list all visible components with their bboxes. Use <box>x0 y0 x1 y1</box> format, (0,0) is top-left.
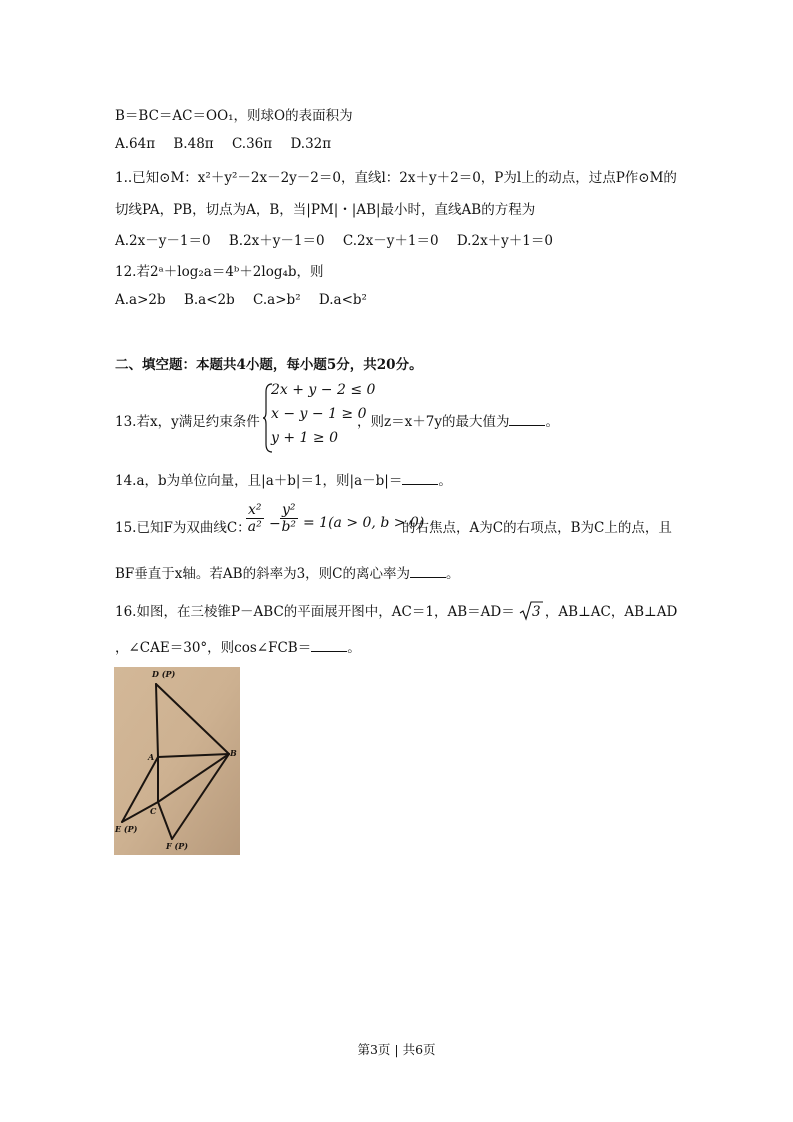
label-c: C <box>150 806 157 816</box>
q15-suffix: 的右焦点，A为C的右项点，B为C上的点，且 <box>402 520 672 536</box>
q11-option-b: B.2x＋y－1＝0 <box>228 233 325 249</box>
q15-frac2-den: b² <box>281 519 297 535</box>
q14 <box>115 469 452 489</box>
q16-line2-text: ，∠CAE＝30°，则cos∠FCB＝ <box>115 640 312 656</box>
q12-option-c: C.a>b² <box>253 292 301 308</box>
label-a: A <box>148 752 155 762</box>
label-b: B <box>230 748 237 758</box>
label-e: E (P) <box>115 824 138 834</box>
q13-constraint-3: y + 1 ≥ 0 <box>271 430 338 446</box>
q11-options <box>115 229 567 249</box>
q10-option-c: C.36π <box>231 136 273 152</box>
q16-line2 <box>115 636 361 656</box>
q10-option-a: A.64π <box>115 136 156 152</box>
q12-stem: 12.若2ᵃ＋log₂a＝4ᵇ＋2log₄b，则 <box>115 264 324 280</box>
q11-line1: 1..已知⊙M：x²＋y²－2x－2y－2＝0，直线l：2x＋y＋2＝0，P为l上的动点，过点P作⊙M的 <box>115 170 677 186</box>
q13-prefix: 13.若x，y满足约束条件 <box>115 414 260 430</box>
q10-options <box>115 136 345 152</box>
q10-tail: B＝BC＝AC＝OO₁，则球O的表面积为 <box>115 108 353 124</box>
page-footer: 第3页 | 共6页 <box>357 1042 436 1057</box>
q14-answer-blank <box>402 472 438 485</box>
q11-option-d: D.2x＋y＋1＝0 <box>456 233 553 249</box>
label-d: D (P) <box>152 669 176 679</box>
q10-option-d: D.32π <box>290 136 332 152</box>
q16-answer-blank <box>311 639 347 652</box>
q15-prefix: 15.已知F为双曲线C： <box>115 520 251 536</box>
q16-prefix: 16.如图，在三棱锥P－ABC的平面展开图中，AC＝1，AB＝AD＝ <box>115 604 515 620</box>
net-figure <box>114 667 240 855</box>
q12-option-a: A.a>2b <box>115 292 166 308</box>
q13-suffix: ，则z＝x＋7y的最大值为 <box>357 414 510 430</box>
q16-line1 <box>115 600 677 620</box>
q11-line2: 切线PA，PB，切点为A，B，当|PM|・|AB|最小时，直线AB的方程为 <box>115 202 536 218</box>
q15-frac1-den: a² <box>247 519 262 535</box>
q15-answer-blank <box>410 565 446 578</box>
q14-end: 。 <box>438 473 452 489</box>
q13-end: 。 <box>545 414 559 430</box>
q12-option-b: B.a<2b <box>183 292 235 308</box>
sqrt-radicand: 3 <box>532 604 541 620</box>
q13-constraint-2: x − y − 1 ≥ 0 <box>271 406 367 422</box>
q12-options <box>115 292 381 308</box>
q13-answer-blank <box>509 413 545 426</box>
q15-minus: − <box>269 516 281 532</box>
q10-option-b: B.48π <box>173 136 214 152</box>
sqrt-expression <box>519 604 541 620</box>
q16-end: 。 <box>347 640 361 656</box>
q14-text: 14.a，b为单位向量，且|a＋b|＝1，则|a－b|＝ <box>115 473 403 489</box>
q15-fraction-y <box>280 502 298 535</box>
q15-fraction-x <box>246 502 264 535</box>
q11-option-a: A.2x－y－1＝0 <box>115 233 211 249</box>
q15-eq: = 1(a > 0, b > 0) <box>303 515 425 531</box>
q15-frac2-num: y² <box>282 502 296 518</box>
sqrt-icon <box>519 601 543 621</box>
q13-constraint-1: 2x + y − 2 ≤ 0 <box>271 382 376 398</box>
q15-line2 <box>115 562 460 582</box>
q13-suffix-line <box>357 410 559 430</box>
q15-frac1-num: x² <box>248 502 262 518</box>
q16-suffix: ，AB⊥AC，AB⊥AD <box>544 604 678 620</box>
label-f: F (P) <box>166 841 189 851</box>
q15-end: 。 <box>446 566 460 582</box>
q11-option-c: C.2x－y＋1＝0 <box>342 233 439 249</box>
q15-line2-text: BF垂直于x轴。若AB的斜率为3，则C的离心率为 <box>115 566 410 582</box>
q12-option-d: D.a<b² <box>318 292 367 308</box>
section2-title: 二、填空题：本题共4小题，每小题5分，共20分。 <box>115 357 423 373</box>
